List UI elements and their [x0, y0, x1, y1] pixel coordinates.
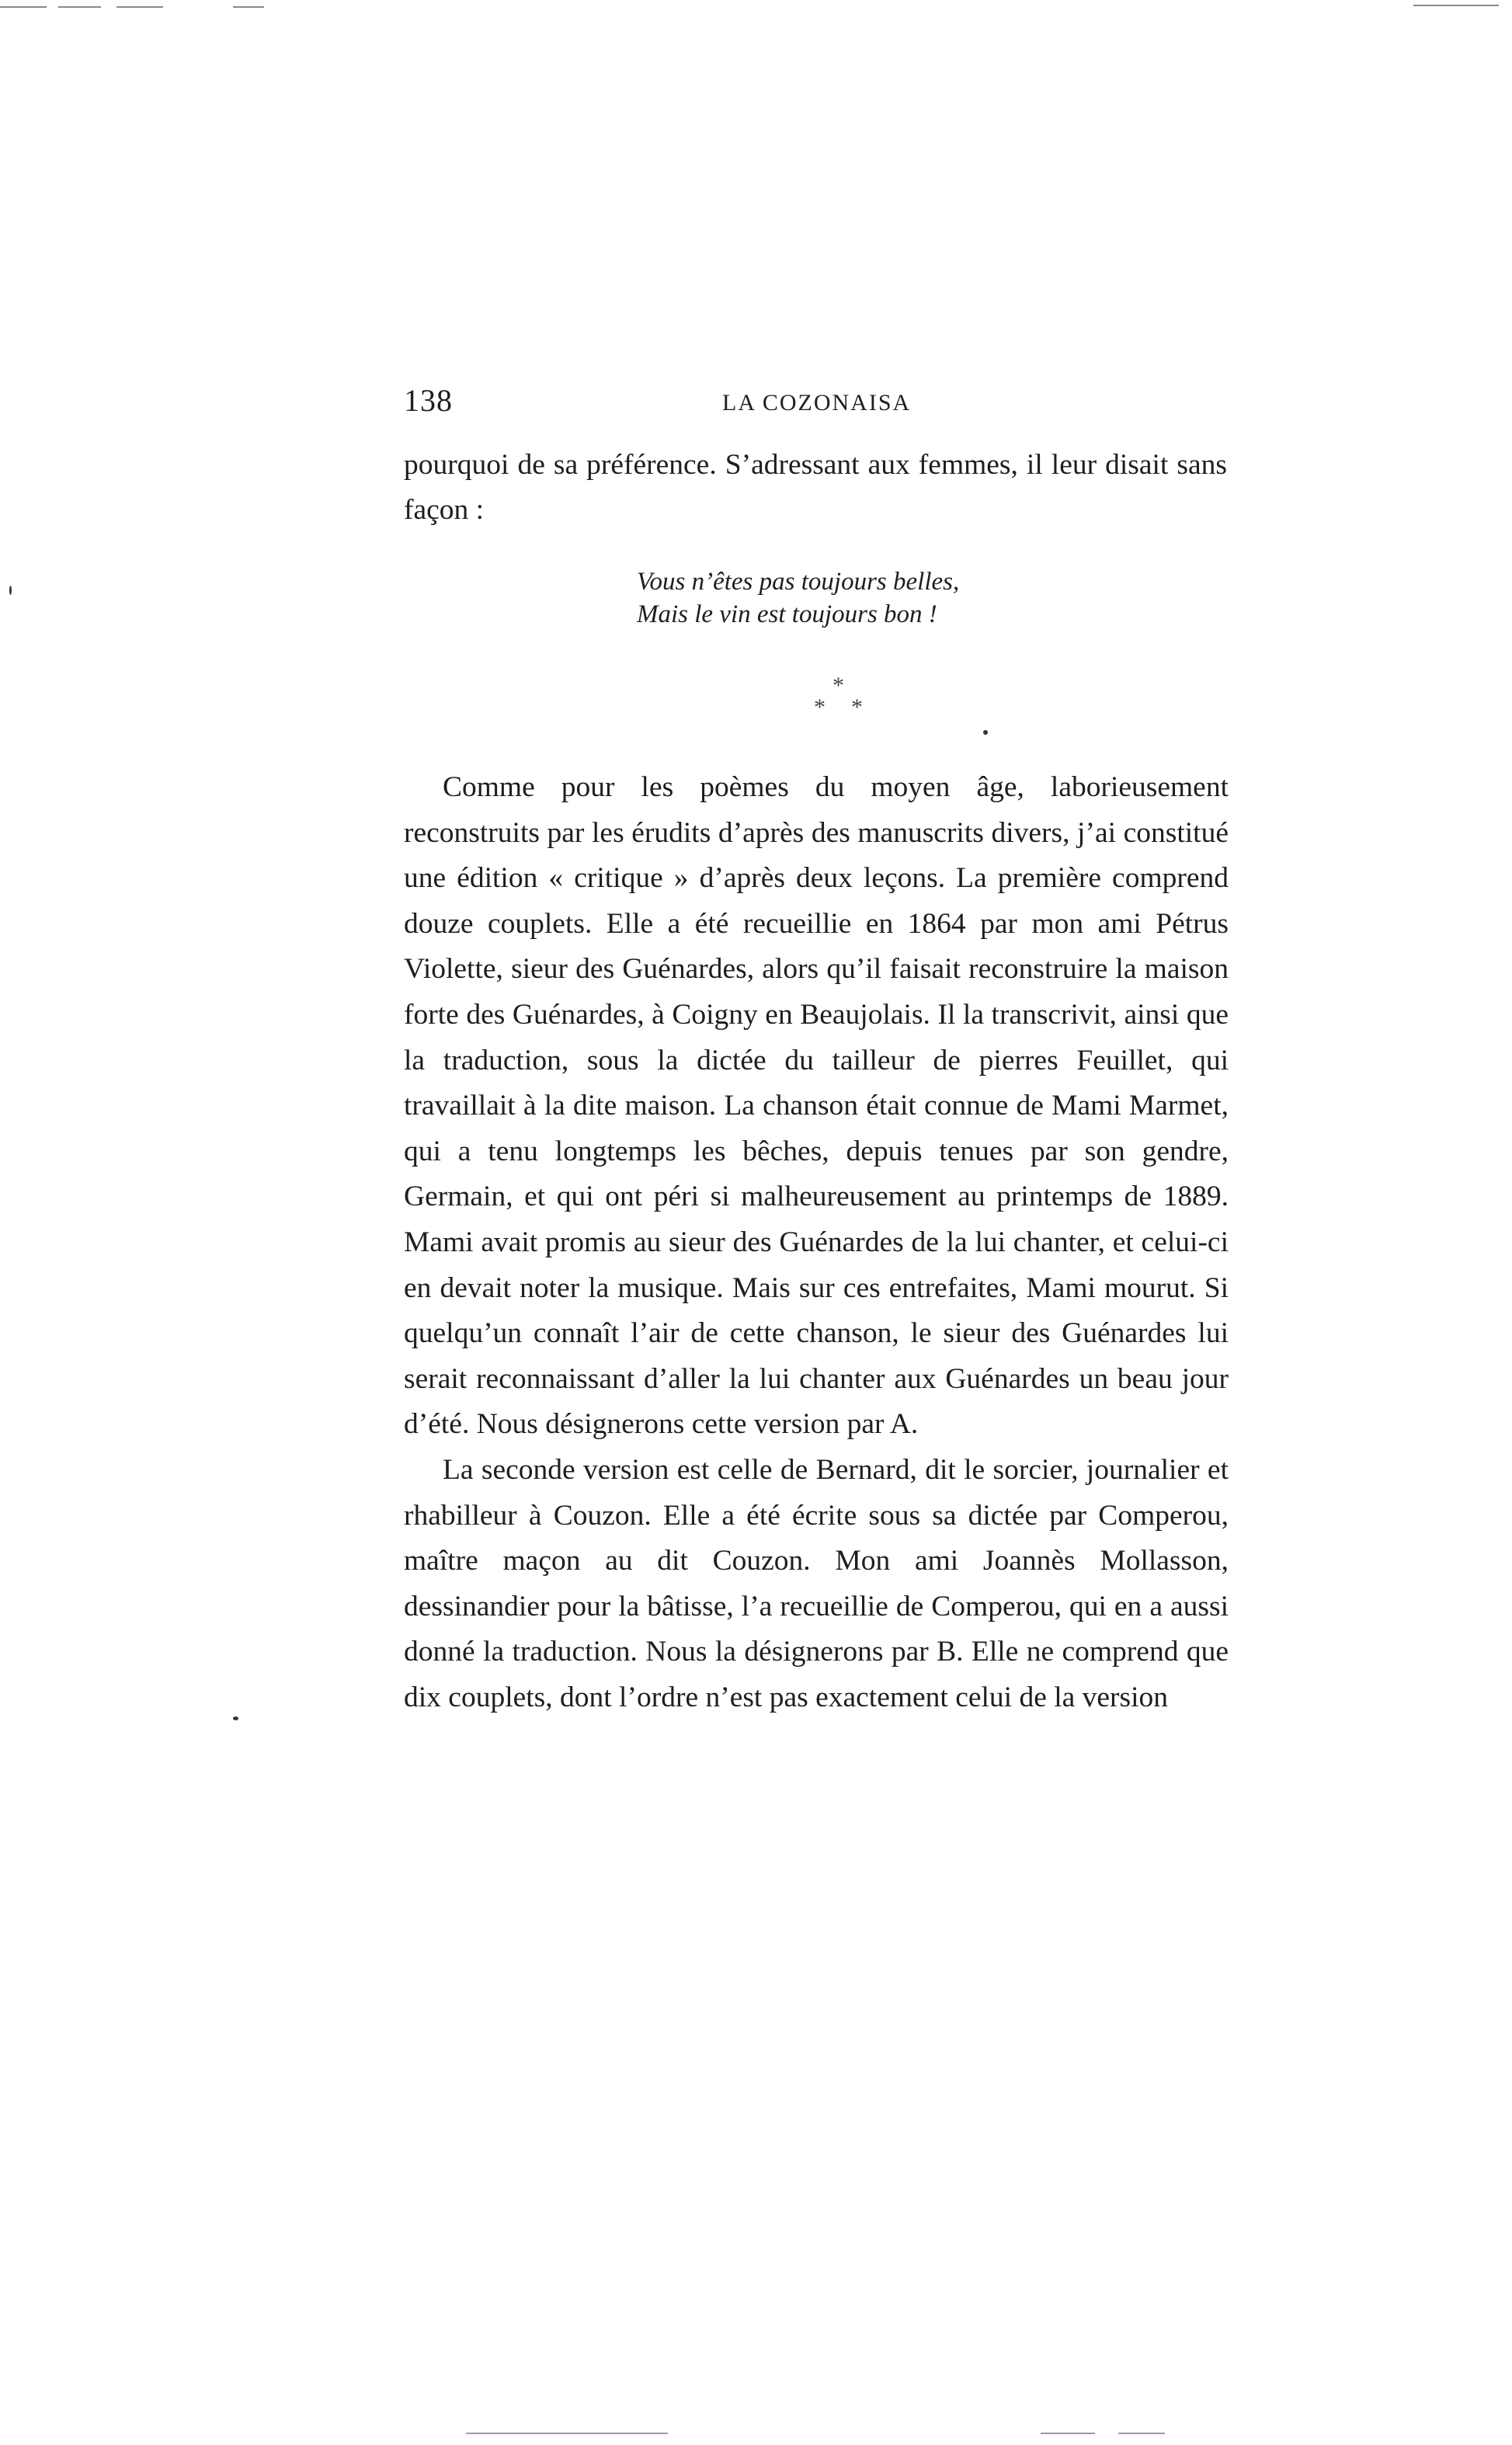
- asterisk-icon: *: [851, 694, 863, 720]
- main-text: [404, 765, 1229, 1720]
- intro-paragraph: [404, 443, 1227, 533]
- paragraph: La seconde version est celle de Bernard, dit le sorcier, journalier et rhabilleur à Couzon. Elle a été écrite sous sa dictée par Comperou, maître maçon au dit Couzon. Mon ami Joannès Mollasson, dessinandier pour la bâtisse, l’a recueillie de Comperou, qui en a aussi donné la traduction. Nous la désignerons par B. Elle ne comprend que dix couplets, dont l’ordre n’est pas exactement celui de la version: [404, 1453, 1229, 1713]
- page-header: [404, 382, 1243, 421]
- intro-text: pourquoi de sa préférence. S’adressant aux femmes, il leur disait sans façon :: [404, 449, 1227, 526]
- scan-edge-mark: [466, 2433, 668, 2434]
- asterisk-icon: *: [814, 694, 826, 720]
- scan-edge-mark: [116, 6, 163, 8]
- scan-edge-mark: [1413, 5, 1499, 6]
- verse-quotation: [637, 565, 959, 631]
- paragraph: Comme pour les poèmes du moyen âge, laborieusement reconstruits par les érudits d’après des manuscrits divers, j’ai constitué une édition « critique » d’après deux leçons. La première comprend douze couplets. Elle a été recueillie en 1864 par mon ami Pétrus Violette, sieur des Guénardes, alors qu’il faisait reconstruire la maison forte des Guénardes, à Coigny en Beaujolais. Il la transcrivit, ainsi que la traduction, sous la dictée du tailleur de pierres Feuillet, qui travaillait à la dite maison. La chanson était connue de Mami Marmet, qui a tenu longtemps les bêches, depuis tenues par son gendre, Germain, et qui ont péri si malheureusement au printemps de 1889. Mami avait promis au sieur des Guénardes de la lui chanter, et celui-ci en devait noter la musique. Mais sur ces entrefaites, Mami mourut. Si quelqu’un connaît l’air de cette chanson, le sieur des Guénardes lui serait reconnaissant d’aller la lui chanter aux Guénardes un beau jour d’été. Nous désignerons cette version par A.: [404, 771, 1229, 1441]
- verse-line-1: Vous n’êtes pas toujours belles,: [637, 568, 960, 596]
- ink-speck: [233, 1716, 238, 1720]
- page-number: 138: [404, 383, 453, 418]
- scan-edge-mark: [0, 6, 47, 8]
- ink-speck: [983, 730, 988, 735]
- verse-line-2: Mais le vin est toujours bon !: [637, 600, 937, 628]
- scan-edge-mark: [1118, 2433, 1165, 2434]
- scan-edge-mark: [1041, 2433, 1095, 2434]
- scan-edge-mark: [233, 6, 264, 8]
- asterisk-icon: *: [832, 673, 844, 698]
- running-title: LA COZONAISA: [722, 390, 912, 416]
- scan-edge-mark: [58, 6, 101, 8]
- section-break-asterism: [800, 673, 893, 727]
- ink-speck: [9, 586, 12, 595]
